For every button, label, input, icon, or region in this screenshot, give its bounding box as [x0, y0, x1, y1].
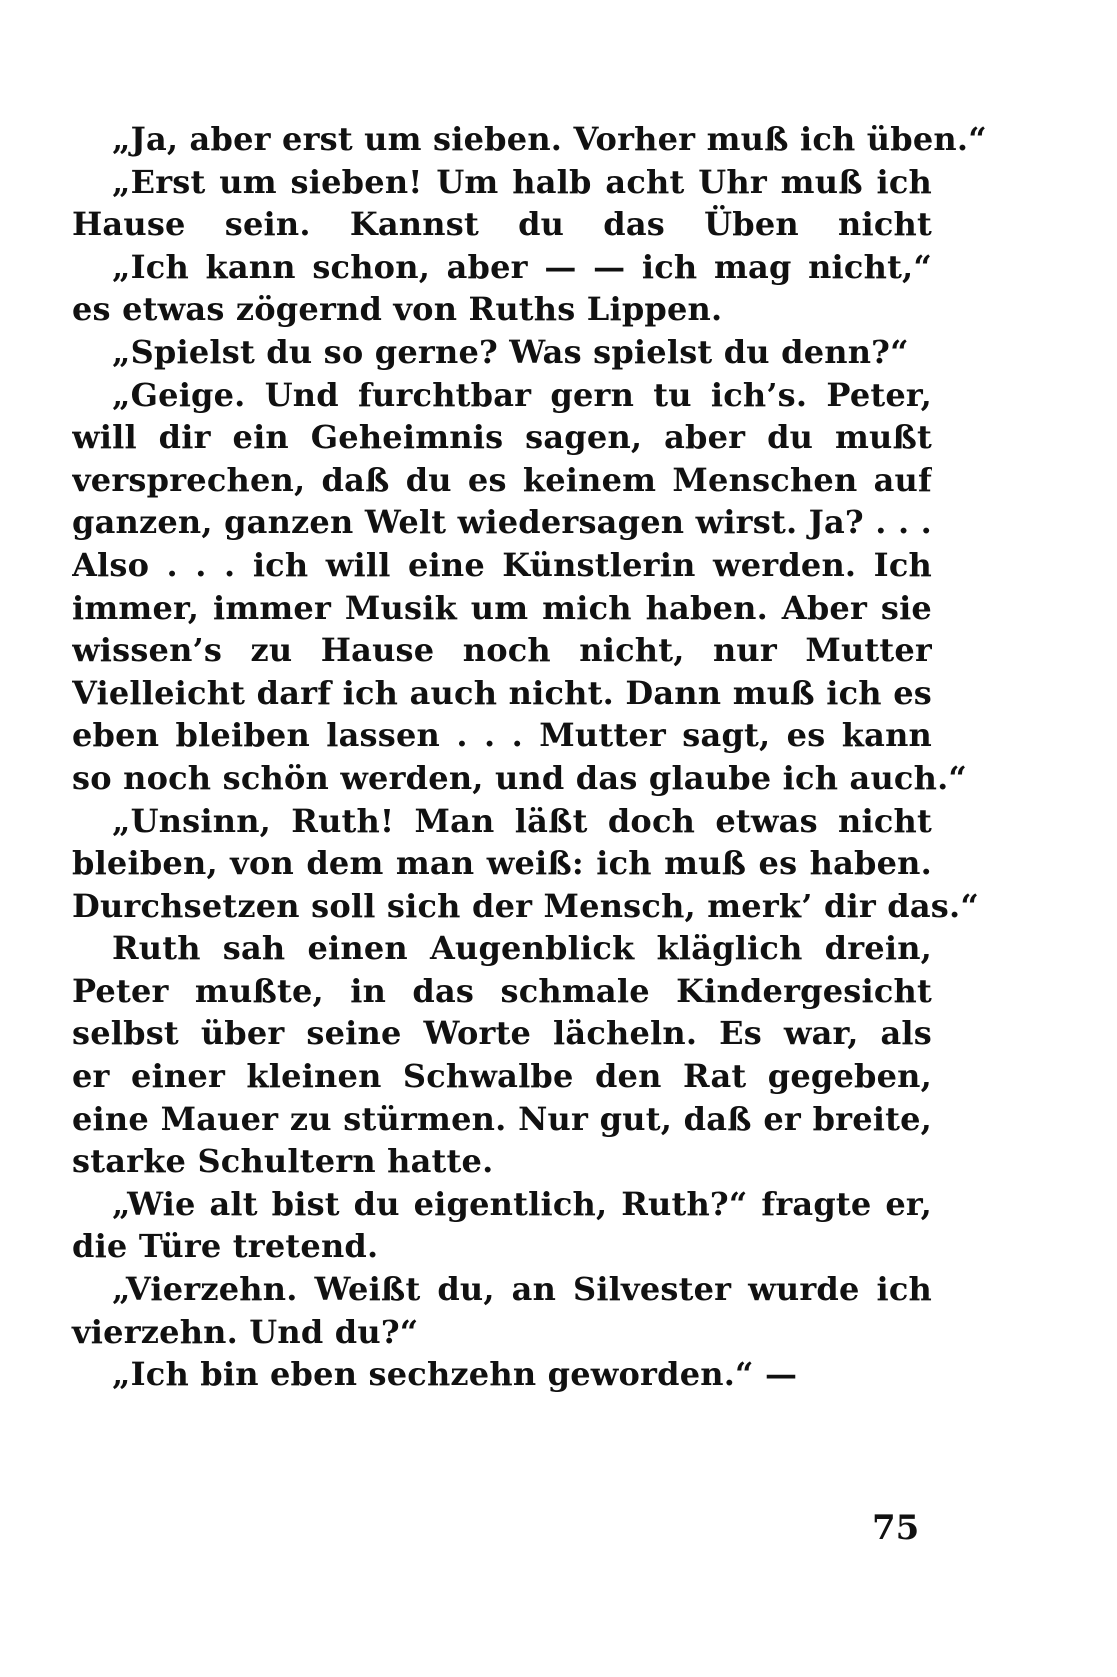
text-line: Peter mußte, in das schmale Kindergesicht — [72, 971, 932, 1010]
text-line: eine Mauer zu stürmen. Nur gut, daß er breite, — [72, 1099, 932, 1138]
text-line: die Türe tretend. — [72, 1227, 379, 1266]
text-line: versprechen, daß du es keinem Menschen auf — [72, 460, 932, 499]
text-line: Hause sein. Kannst du das Üben nicht — [72, 205, 932, 244]
text-line: Vielleicht darf ich auch nicht. Dann muß ich es — [72, 673, 932, 712]
page-number: 75 — [872, 1508, 920, 1548]
text-line: so noch schön werden, und das glaube ich auch.“ — [72, 758, 968, 797]
text-line: selbst über seine Worte lächeln. Es war, als — [72, 1014, 932, 1053]
text-line: „Vierzehn. Weißt du, an Silvester wurde ich — [112, 1270, 932, 1309]
text-line: Also . . . ich will eine Künstlerin werden. Ich — [72, 545, 932, 584]
text-line: „Ich bin eben sechzehn geworden.“ — — [112, 1355, 798, 1394]
text-line: Ruth sah einen Augenblick kläglich drein, — [112, 929, 932, 968]
text-line: „Ich kann schon, aber — — ich mag nicht,“ — [112, 247, 932, 286]
text-line: vierzehn. Und du?“ — [72, 1312, 419, 1351]
text-line: eben bleiben lassen . . . Mutter sagt, es kann — [72, 716, 932, 755]
text-line: „Wie alt bist du eigentlich, Ruth?“ fragte er, — [112, 1184, 932, 1223]
text-line: „Erst um sieben! Um halb acht Uhr muß ich — [112, 162, 932, 201]
text-line: „Geige. Und furchtbar gern tu ich’s. Peter, — [112, 375, 932, 414]
text-line: starke Schultern hatte. — [72, 1142, 494, 1181]
text-line: er einer kleinen Schwalbe den Rat gegeben, — [72, 1057, 932, 1096]
text-line: wissen’s zu Hause noch nicht, nur Mutter — [72, 631, 932, 670]
body-text — [72, 118, 987, 1396]
text-line: Durchsetzen soll sich der Mensch, merk’ dir das.“ — [72, 886, 979, 925]
text-line: „Ja, aber erst um sieben. Vorher muß ich üben.“ — [112, 120, 987, 158]
text-line: ganzen, ganzen Welt wiedersagen wirst. Ja? . . . — [72, 503, 932, 542]
text-line: es etwas zögernd von Ruths Lippen. — [72, 290, 723, 329]
text-line: bleiben, von dem man weiß: ich muß es haben. — [72, 844, 932, 883]
text-line: „Spielst du so gerne? Was spielst du denn?“ — [112, 332, 909, 371]
text-line: will dir ein Geheimnis sagen, aber du mußt — [72, 418, 932, 457]
text-line: immer, immer Musik um mich haben. Aber sie — [72, 588, 932, 627]
text-line: „Unsinn, Ruth! Man läßt doch etwas nicht — [112, 801, 932, 840]
